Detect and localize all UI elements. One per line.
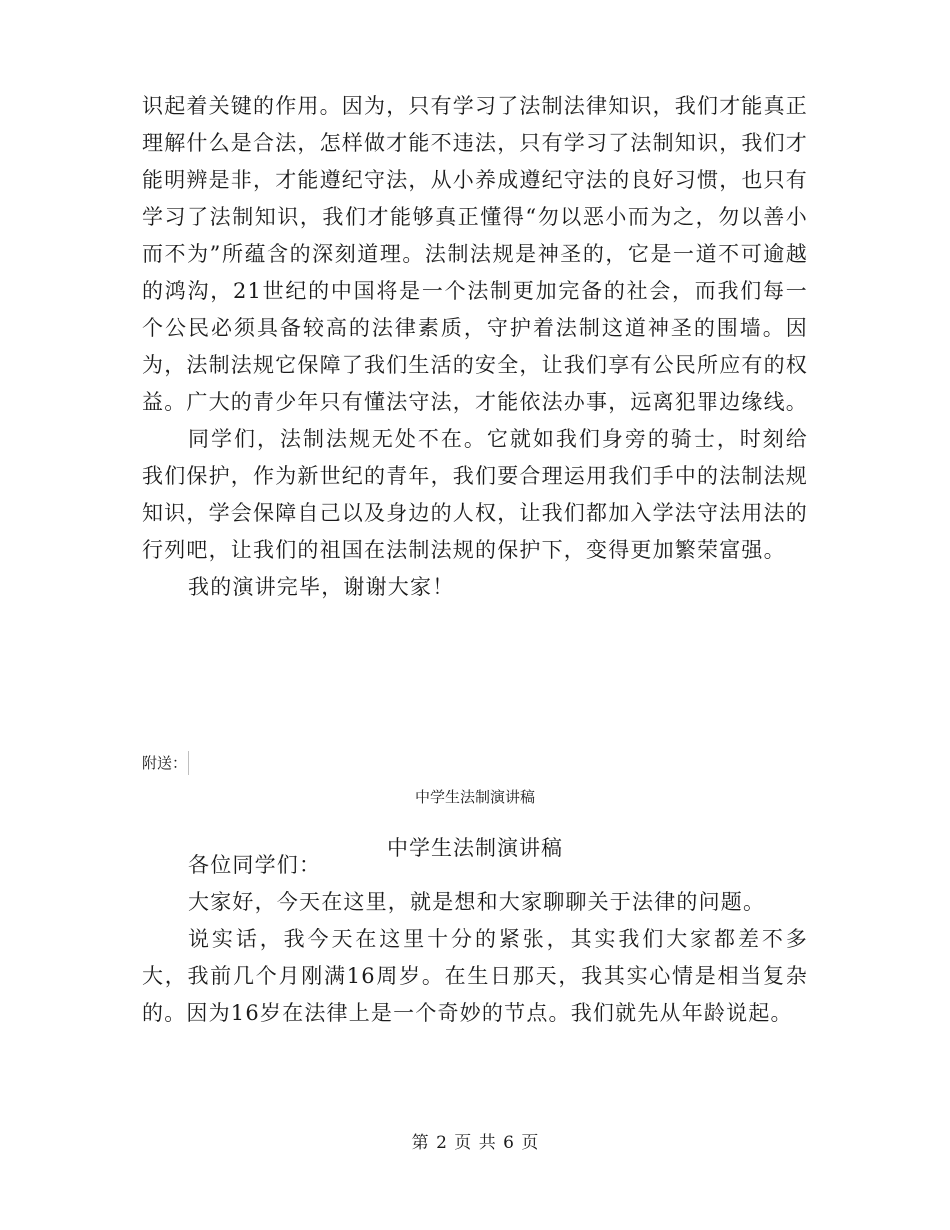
appendix-small-title: 中学生法制演讲稿 [414, 788, 535, 806]
text-cursor [188, 751, 189, 775]
greeting: 各位同学们： [188, 853, 322, 877]
paragraph-legal-knowledge: 识起着关键的作用。因为，只有学习了法制法律知识，我们才能真正理解什么是合法，怎样做才能不违法，只有学习了法制知识，我们才能明辨是非，才能遵纪守法，从小养成遵纪守法的良好习惯，也只有学习了法制知识，我们才能够真正懂得“勿以恶小而为之，勿以善小而不为”所蕴含的深刻道理。法制法规是神圣的，它是一道不可逾越的鸿沟，21世纪的中国将是一个法制更加完备的社会，而我们每一个公民必须具备较高的法律素质，守护着法制这道神圣的围墙。因为，法制法规它保障了我们生活的安全，让我们享有公民所应有的权益。广大的青少年只有懂法守法，才能依法办事，远离犯罪边缘线。 [142, 94, 808, 414]
page-number-footer: 第 2 页 共 6 页 [411, 1133, 539, 1153]
paragraph-hello: 大家好，今天在这里，就是想和大家聊聊关于法律的问题。 [188, 890, 766, 914]
paragraph-age: 说实话，我今天在这里十分的紧张，其实我们大家都差不多大，我前几个月刚满16周岁。在生日那天，我其实心情是相当复杂的。因为16岁在法律上是一个奇妙的节点。我们就先从年龄说起。 [142, 927, 808, 1025]
speech-continuation [142, 88, 808, 606]
appendix-speech-body [142, 847, 808, 1032]
appendix-main-title: 中学生法制演讲稿 [387, 836, 563, 860]
paragraph-classmates: 同学们，法制法规无处不在。它就如我们身旁的骑士，时刻给我们保护，作为新世纪的青年，我们要合理运用我们手中的法制法规知识，学会保障自己以及身边的人权，让我们都加入学法守法用法的行列吧，让我们的祖国在法制法规的保护下，变得更加繁荣富强。 [142, 427, 808, 562]
paragraph-closing: 我的演讲完毕，谢谢大家！ [188, 575, 455, 599]
appendix-label: 附送： [142, 754, 188, 772]
